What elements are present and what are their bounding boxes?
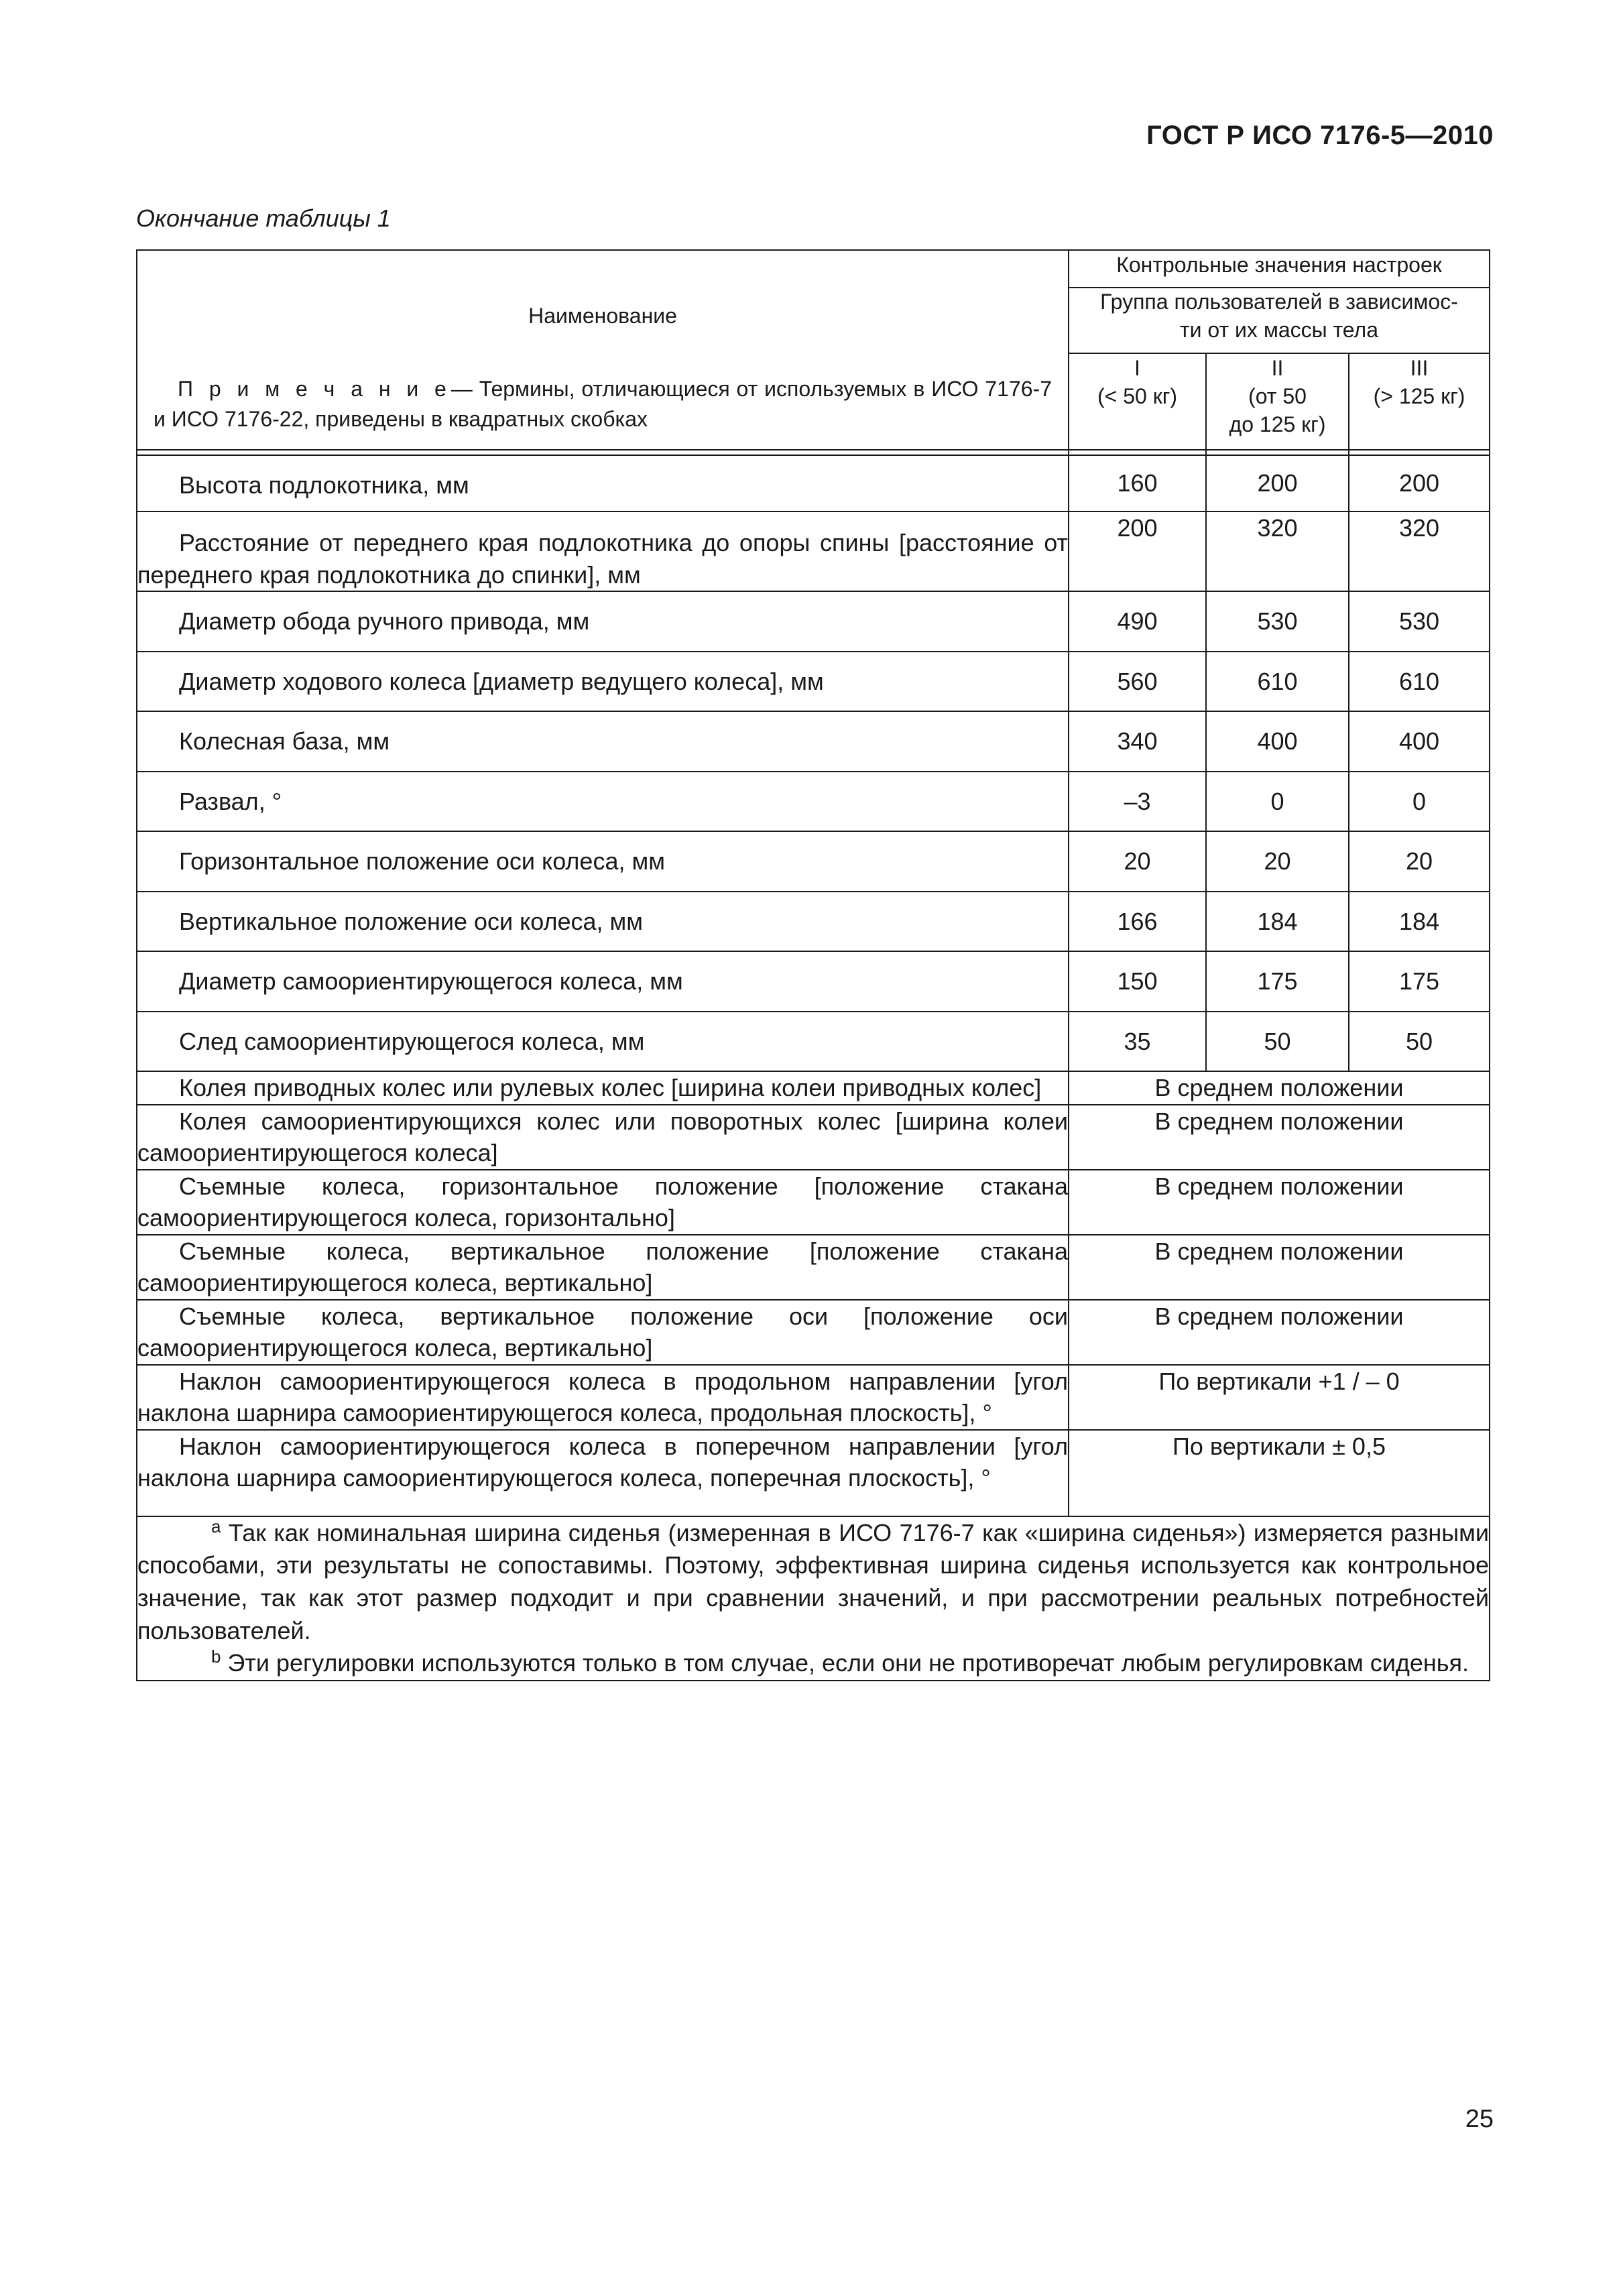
- row-name: Колея самоориентирующихся колес или поворотных колес [ширина колеи самоориентирующегося колеса]: [137, 1105, 1069, 1170]
- column-header-group-3: [1349, 353, 1490, 450]
- value-group-2: 530: [1206, 591, 1349, 652]
- footnote-a: [137, 1517, 1489, 1647]
- settings-table: [136, 249, 1490, 1681]
- table-row: [137, 772, 1490, 832]
- value-group-1: 35: [1069, 1012, 1206, 1072]
- merged-value: В среднем положении: [1069, 1170, 1490, 1235]
- value-group-3: 400: [1349, 711, 1490, 772]
- table-row-merged: [137, 1071, 1490, 1105]
- header-divider: [137, 450, 1490, 455]
- row-name: Колесная база, мм: [137, 711, 1069, 772]
- name-column-header: [137, 250, 1069, 450]
- row-name: Наклон самоориентирующегося колеса в поперечном направлении [угол наклона шарнира самоориентирующегося колеса, поперечная плоскость], °: [137, 1430, 1069, 1516]
- row-name: Съемные колеса, вертикальное положение оси [положение оси самоориентирующегося колеса, вертикально]: [137, 1300, 1069, 1365]
- value-group-1: 166: [1069, 892, 1206, 952]
- value-group-1: 200: [1069, 511, 1206, 591]
- value-group-1: 160: [1069, 455, 1206, 511]
- value-group-2: 200: [1206, 455, 1349, 511]
- merged-value: В среднем положении: [1069, 1300, 1490, 1365]
- table-row: [137, 892, 1490, 952]
- page-number: 25: [1465, 2105, 1494, 2133]
- footnote-text: Так как номинальная ширина сиденья (измеренная в ИСО 7176-7 как «ширина сиденья») измеряется разными способами, эти результаты не сопоставимы. Поэтому, эффективная ширина сиденья используется как контрольное значение, так как этот размер подходит и при сравнении значений, и при рассмотрении реальных потребностей пользователей.: [137, 1518, 1489, 1644]
- row-name: Съемные колеса, вертикальное положение [положение стакана самоориентирующегося колеса, вертикально]: [137, 1235, 1069, 1300]
- group-range: (от 50: [1248, 384, 1307, 409]
- value-group-2: 0: [1206, 772, 1349, 832]
- footnote-mark: a: [211, 1516, 221, 1536]
- value-group-2: 400: [1206, 711, 1349, 772]
- value-group-2: 175: [1206, 951, 1349, 1012]
- table-row: [137, 511, 1490, 591]
- column-header-group-2: [1206, 353, 1349, 450]
- group-header-line-1: Группа пользователей в зависимос-: [1100, 290, 1458, 314]
- merged-value: В среднем положении: [1069, 1235, 1490, 1300]
- value-group-3: 20: [1349, 831, 1490, 892]
- row-name: Диаметр ходового колеса [диаметр ведущего колеса], мм: [137, 652, 1069, 712]
- value-group-2: 184: [1206, 892, 1349, 952]
- footnotes-row: [137, 1516, 1490, 1681]
- group-roman: I: [1134, 356, 1140, 380]
- group-range: (< 50 кг): [1097, 384, 1178, 409]
- footnote-text: Эти регулировки используются только в том случае, если они не противоречат любым регулировкам сиденья.: [227, 1649, 1469, 1677]
- merged-value: В среднем положении: [1069, 1105, 1490, 1170]
- table-row-merged: [137, 1365, 1490, 1430]
- value-group-1: 560: [1069, 652, 1206, 712]
- merged-value: В среднем положении: [1069, 1071, 1490, 1105]
- value-group-3: 530: [1349, 591, 1490, 652]
- value-group-2: 320: [1206, 511, 1349, 591]
- table-row-merged: [137, 1105, 1490, 1170]
- group-roman: III: [1410, 356, 1429, 380]
- table-caption: Окончание таблицы 1: [136, 204, 391, 232]
- row-name: Диаметр самоориентирующегося колеса, мм: [137, 951, 1069, 1012]
- footnote-mark: b: [211, 1646, 221, 1667]
- value-group-3: 50: [1349, 1012, 1490, 1072]
- merged-value: По вертикали +1 / – 0: [1069, 1365, 1490, 1430]
- table-row: [137, 951, 1490, 1012]
- column-header-group-1: [1069, 353, 1206, 450]
- value-group-3: 320: [1349, 511, 1490, 591]
- value-group-3: 175: [1349, 951, 1490, 1012]
- group-range-cont: до 125 кг): [1229, 412, 1326, 437]
- row-name: След самоориентирующегося колеса, мм: [137, 1012, 1069, 1072]
- value-group-1: 150: [1069, 951, 1206, 1012]
- group-roman: II: [1271, 356, 1284, 380]
- table-row: [137, 711, 1490, 772]
- row-name: Высота подлокотника, мм: [137, 455, 1069, 511]
- row-name: Развал, °: [137, 772, 1069, 832]
- header-note: [137, 374, 1068, 434]
- table-row-merged: [137, 1300, 1490, 1365]
- table-row: [137, 455, 1490, 511]
- table-row: [137, 591, 1490, 652]
- document-code: ГОСТ Р ИСО 7176-5—2010: [1146, 121, 1494, 150]
- values-header: Контрольные значения настроек: [1069, 250, 1490, 288]
- value-group-1: 340: [1069, 711, 1206, 772]
- value-group-1: 490: [1069, 591, 1206, 652]
- table-row-merged: [137, 1170, 1490, 1235]
- table-row-merged: [137, 1235, 1490, 1300]
- table-row: [137, 652, 1490, 712]
- table-row: [137, 1012, 1490, 1072]
- table-row: [137, 831, 1490, 892]
- name-header-title: Наименование: [528, 304, 677, 328]
- value-group-3: 610: [1349, 652, 1490, 712]
- note-text: — Термины, отличающиеся от используемых в ИСО 7176-7 и ИСО 7176-22, приведены в квадратных скобках: [154, 377, 1053, 432]
- value-group-3: 0: [1349, 772, 1490, 832]
- footnote-b: [137, 1647, 1489, 1680]
- table-row-merged: [137, 1430, 1490, 1516]
- row-name: Диаметр обода ручного привода, мм: [137, 591, 1069, 652]
- value-group-1: 20: [1069, 831, 1206, 892]
- value-group-2: 20: [1206, 831, 1349, 892]
- group-range: (> 125 кг): [1373, 384, 1465, 409]
- group-header-line-2: ти от их массы тела: [1179, 317, 1378, 342]
- merged-value: По вертикали ± 0,5: [1069, 1430, 1490, 1516]
- value-group-1: –3: [1069, 772, 1206, 832]
- value-group-2: 610: [1206, 652, 1349, 712]
- row-name: Съемные колеса, горизонтальное положение [положение стакана самоориентирующегося колеса, горизонтально]: [137, 1170, 1069, 1235]
- value-group-2: 50: [1206, 1012, 1349, 1072]
- row-name: Расстояние от переднего края подлокотника до опоры спины [расстояние от переднего края подлокотника до спинки], мм: [137, 511, 1069, 591]
- row-name: Наклон самоориентирующегося колеса в продольном направлении [угол наклона шарнира самоориентирующегося колеса, продольная плоскость], °: [137, 1365, 1069, 1430]
- row-name: Горизонтальное положение оси колеса, мм: [137, 831, 1069, 892]
- value-group-3: 200: [1349, 455, 1490, 511]
- group-header: [1069, 288, 1490, 353]
- row-name: Вертикальное положение оси колеса, мм: [137, 892, 1069, 952]
- note-label: П р и м е ч а н и е: [178, 377, 451, 402]
- footnotes: [137, 1516, 1490, 1681]
- value-group-3: 184: [1349, 892, 1490, 952]
- row-name: Колея приводных колес или рулевых колес [ширина колеи приводных колес]: [137, 1071, 1069, 1105]
